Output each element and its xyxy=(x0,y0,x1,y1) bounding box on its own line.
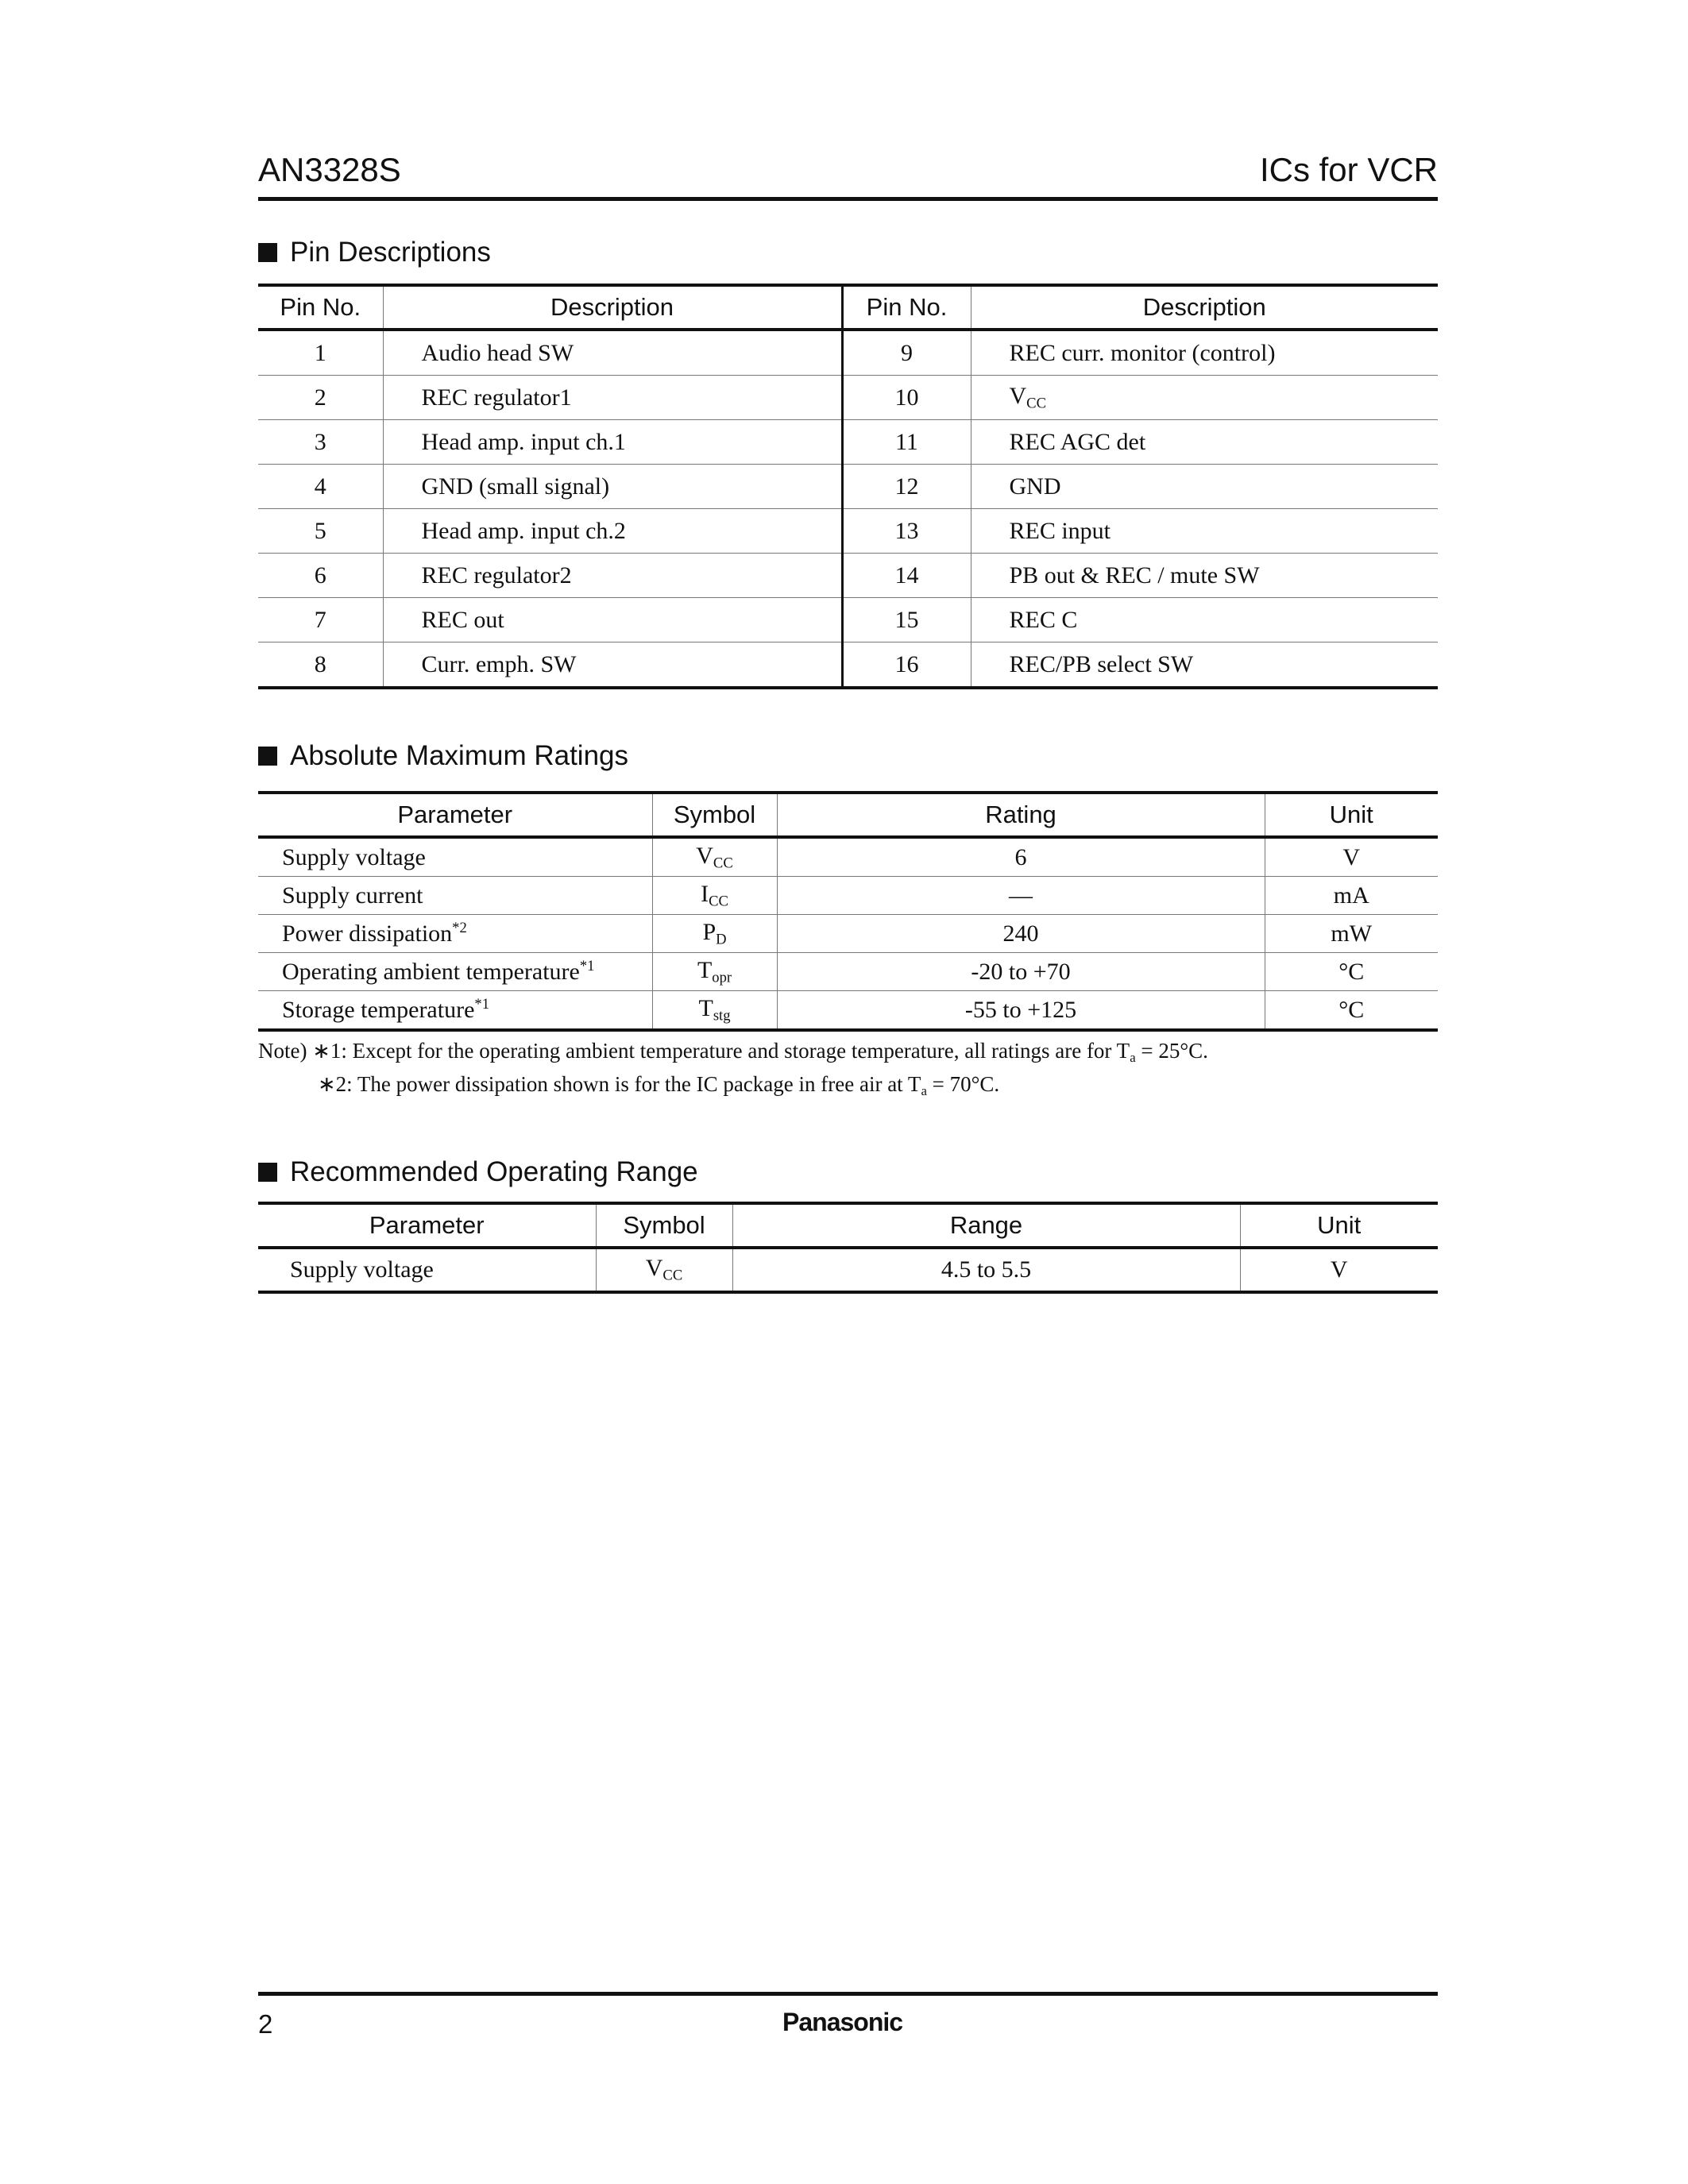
parameter-cell: Power dissipation$^{*2}$ xyxy=(258,915,652,953)
parameter-cell: Supply voltage xyxy=(258,837,652,877)
pin-description: $V_{CC}$ xyxy=(971,376,1438,420)
parameter-cell: Supply voltage xyxy=(258,1248,596,1292)
col-header-unit: Unit xyxy=(1240,1203,1438,1248)
document-category: ICs for VCR xyxy=(1259,151,1438,188)
col-header-description: Description xyxy=(383,285,842,330)
pin-description: Head amp. input ch.2 xyxy=(383,509,842,554)
symbol-cell: $P_D$ xyxy=(652,915,777,953)
table-row xyxy=(258,330,1438,376)
col-header-range: Range xyxy=(732,1203,1240,1248)
unit-cell: V xyxy=(1240,1248,1438,1292)
rating-cell: 6 xyxy=(777,837,1265,877)
page-number: 2 xyxy=(258,2009,273,2039)
table-row xyxy=(258,509,1438,554)
pin-number: 12 xyxy=(842,465,971,509)
section-title-pin-descriptions: Pin Descriptions xyxy=(258,237,491,268)
col-header-description: Description xyxy=(971,285,1438,330)
pin-number: 2 xyxy=(258,376,383,420)
brand-logo: Panasonic xyxy=(782,2008,903,2036)
symbol-cell: $V_{CC}$ xyxy=(596,1248,732,1292)
symbol-cell: $T_{opr}$ xyxy=(652,953,777,991)
note-1: Note) ∗1: Except for the operating ambient temperature and storage temperature, all ratings are for $T_a = 25^\circ C$. xyxy=(258,1039,1208,1066)
table-row xyxy=(258,420,1438,465)
table-header-row xyxy=(258,285,1438,330)
pin-description: REC regulator1 xyxy=(383,376,842,420)
pin-number: 10 xyxy=(842,376,971,420)
table-row xyxy=(258,915,1438,953)
header-rule xyxy=(258,197,1438,201)
absolute-maximum-ratings-table xyxy=(258,791,1438,1032)
col-header-parameter: Parameter xyxy=(258,793,652,837)
pin-description: Curr. emph. SW xyxy=(383,642,842,689)
table-row xyxy=(258,465,1438,509)
col-header-parameter: Parameter xyxy=(258,1203,596,1248)
col-header-pin-no: Pin No. xyxy=(258,285,383,330)
pin-number: 11 xyxy=(842,420,971,465)
unit-cell: °C xyxy=(1265,991,1438,1031)
unit-cell: mW xyxy=(1265,915,1438,953)
pin-number: 13 xyxy=(842,509,971,554)
rating-cell: -20 to +70 xyxy=(777,953,1265,991)
table-row xyxy=(258,554,1438,598)
parameter-cell: Storage temperature$^{*1}$ xyxy=(258,991,652,1031)
parameter-cell: Supply current xyxy=(258,877,652,915)
pin-description: Head amp. input ch.1 xyxy=(383,420,842,465)
pin-descriptions-table xyxy=(258,284,1438,689)
pin-number: 14 xyxy=(842,554,971,598)
unit-cell: mA xyxy=(1265,877,1438,915)
symbol-cell: $T_{stg}$ xyxy=(652,991,777,1031)
square-bullet-icon xyxy=(258,1163,277,1182)
pin-description: REC/PB select SW xyxy=(971,642,1438,689)
col-header-pin-no: Pin No. xyxy=(842,285,971,330)
table-row xyxy=(258,837,1438,877)
note-2: ∗2: The power dissipation shown is for the IC package in free air at $T_a = 70^\circ C$. xyxy=(318,1072,1000,1099)
pin-description: REC C xyxy=(971,598,1438,642)
table-header-row xyxy=(258,793,1438,837)
table-row xyxy=(258,1248,1438,1292)
pin-description: GND (small signal) xyxy=(383,465,842,509)
pin-description: REC AGC det xyxy=(971,420,1438,465)
pin-number: 5 xyxy=(258,509,383,554)
section-title-absolute-maximum-ratings: Absolute Maximum Ratings xyxy=(258,740,628,772)
rating-cell: 240 xyxy=(777,915,1265,953)
table-row xyxy=(258,376,1438,420)
pin-number: 7 xyxy=(258,598,383,642)
table-row xyxy=(258,953,1438,991)
part-number: AN3328S xyxy=(258,151,401,188)
symbol-cell: $I_{CC}$ xyxy=(652,877,777,915)
pin-number: 1 xyxy=(258,330,383,376)
col-header-symbol: Symbol xyxy=(596,1203,732,1248)
pin-number: 6 xyxy=(258,554,383,598)
pin-description: GND xyxy=(971,465,1438,509)
pin-number: 9 xyxy=(842,330,971,376)
pin-description: REC input xyxy=(971,509,1438,554)
pin-description: REC regulator2 xyxy=(383,554,842,598)
col-header-unit: Unit xyxy=(1265,793,1438,837)
table-row xyxy=(258,877,1438,915)
square-bullet-icon xyxy=(258,747,277,766)
symbol-cell: $V_{CC}$ xyxy=(652,837,777,877)
pin-description: REC out xyxy=(383,598,842,642)
table-row xyxy=(258,598,1438,642)
square-bullet-icon xyxy=(258,243,277,262)
pin-number: 15 xyxy=(842,598,971,642)
recommended-operating-range-table xyxy=(258,1202,1438,1294)
col-header-symbol: Symbol xyxy=(652,793,777,837)
parameter-cell: Operating ambient temperature$^{*1}$ xyxy=(258,953,652,991)
pin-number: 16 xyxy=(842,642,971,689)
pin-number: 4 xyxy=(258,465,383,509)
pin-number: 3 xyxy=(258,420,383,465)
table-row xyxy=(258,991,1438,1031)
footer-rule xyxy=(258,1992,1438,1996)
unit-cell: V xyxy=(1342,843,1361,870)
pin-number: 8 xyxy=(258,642,383,689)
rating-cell: -55 to +125 xyxy=(777,991,1265,1031)
table-row xyxy=(258,642,1438,689)
pin-description: Audio head SW xyxy=(383,330,842,376)
rating-cell: — xyxy=(777,877,1265,915)
pin-description: REC curr. monitor (control) xyxy=(1009,339,1276,366)
col-header-rating: Rating xyxy=(777,793,1265,837)
range-cell: 4.5 to 5.5 xyxy=(732,1248,1240,1292)
pin-description: PB out & REC / mute SW xyxy=(971,554,1438,598)
section-title-recommended-operating-range: Recommended Operating Range xyxy=(258,1156,698,1188)
unit-cell: °C xyxy=(1265,953,1438,991)
table-header-row xyxy=(258,1203,1438,1248)
